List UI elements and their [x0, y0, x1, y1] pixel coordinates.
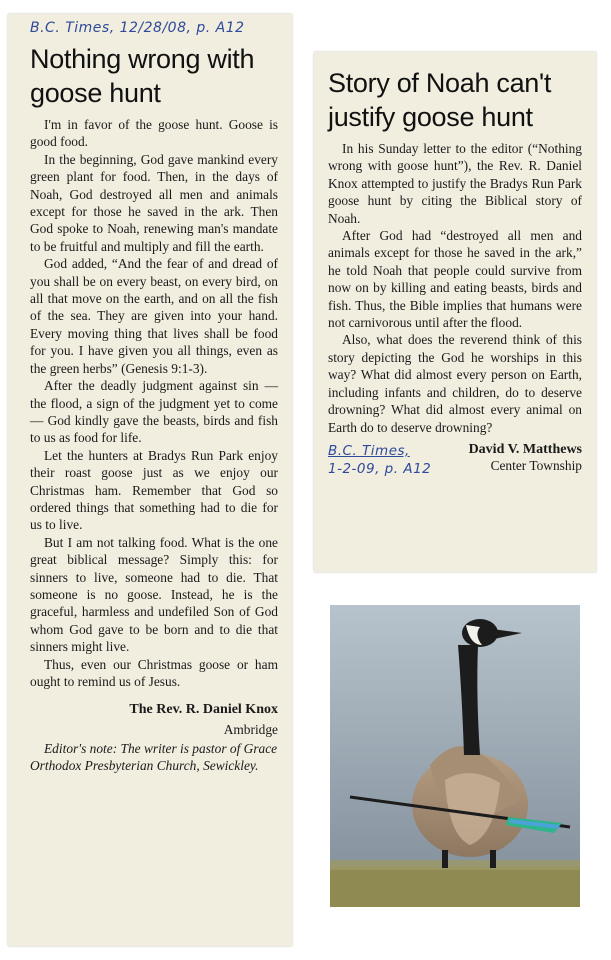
- handwritten-source-note: B.C. Times, 12/28/08, p. A12: [30, 20, 245, 36]
- editor-note: Editor's note: The writer is pastor of Grace Orthodox Presbyterian Church, Sewickley.: [30, 741, 278, 774]
- author-signature: The Rev. R. Daniel Knox: [129, 702, 278, 718]
- letter-paragraph: In his Sunday letter to the editor (“Nothing wrong with goose hunt”), the Rev. R. Daniel Knox attempted to justify the Bradys Run Park goose hunt by citing the Biblical story of Noah.: [328, 141, 582, 226]
- handwritten-source-line: 1-2-09, p. A12: [328, 460, 432, 477]
- goose-with-arrow-image: [330, 605, 580, 907]
- letter-body: [328, 140, 582, 436]
- letter-paragraph: But I am not talking food. What is the one great biblical message? Simply this: for sinners to live, someone had to die. That someone is no goose. Instead, he is the graceful, harmless and undefiled Son of God whom God gave to be born and to die that sinners might live.: [30, 534, 278, 655]
- author-location: Center Township: [490, 457, 582, 473]
- goose-photo: [330, 605, 580, 907]
- letter-headline: Story of Noah can't justify goose hunt: [328, 68, 552, 132]
- handwritten-source-line: B.C. Times,: [328, 442, 410, 459]
- letter-paragraph: After God had “destroyed all men and animals except for those he saved in the ark,” he told Noah that people could survive from now on by killing and eating beasts, birds and fish. Thus, the Bible implies that humans were not carnivorous until after the flood.: [328, 228, 582, 331]
- author-signature: David V. Matthews: [468, 441, 582, 457]
- letter-paragraph: Let the hunters at Bradys Run Park enjoy their roast goose just as we enjoy our Christmas ham. Remember that God so ordered things that something had to die for us to live.: [30, 447, 278, 533]
- letter-body: [30, 116, 278, 690]
- letter-paragraph: God added, “And the fear of and dread of you shall be on every beast, on every bird, on all that move on the earth, and on all the fish of the sea. They are given into your hand. Every moving thing that lives shall be food for you. I have given you all things, even as the green herbs” (Genesis 9:1-3).: [30, 256, 278, 376]
- author-location: Ambridge: [223, 722, 278, 738]
- letter-clipping-left: [8, 14, 292, 946]
- letter-clipping-right: [314, 52, 596, 572]
- letter-paragraph: After the deadly judgment against sin — the flood, a sign of the judgment yet to come — God kindly gave the beasts, birds and fish to us as food for life.: [30, 378, 278, 446]
- letter-paragraph: I'm in favor of the goose hunt. Goose is good food.: [30, 117, 278, 150]
- letter-paragraph: Also, what does the reverend think of this story depicting the God he worships in this way? What did almost every person on Earth, including infants and children, do to deserve drowning? What did almost every animal on Earth do to deserve drowning?: [328, 332, 582, 435]
- letter-paragraph: Thus, even our Christmas goose or ham ought to remind us of Jesus.: [30, 656, 278, 689]
- letter-paragraph: In the beginning, God gave mankind every green plant for food. Then, in the days of Noah, God destroyed all men and animals except for those he saved in the ark. Then God spoke to Noah, renewing man's mandate to be fruitful and multiply and fill the earth.: [30, 151, 278, 254]
- author-block: [469, 442, 582, 474]
- letter-headline: Nothing wrong with goose hunt: [30, 44, 255, 108]
- signature-row: [328, 442, 582, 478]
- handwritten-source-note: [328, 442, 431, 478]
